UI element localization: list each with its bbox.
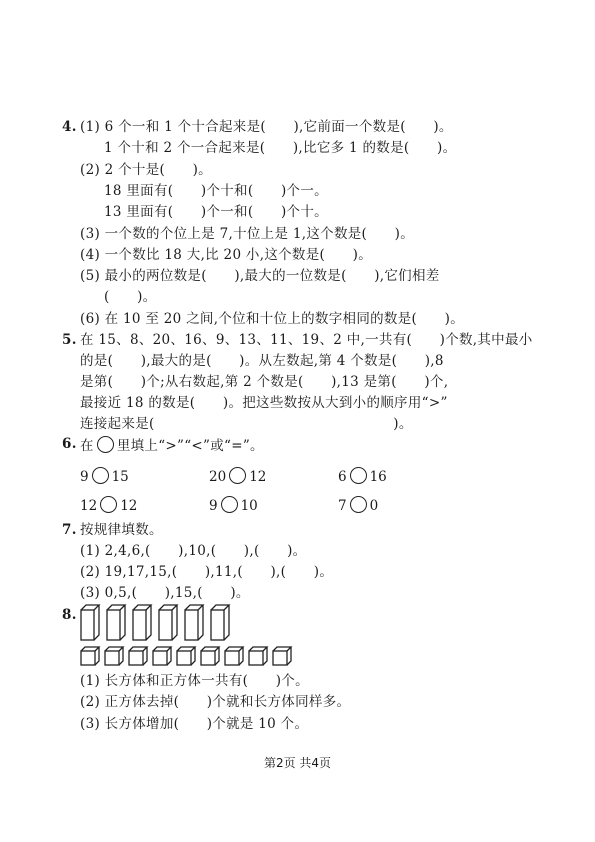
q5-number: 5.: [62, 332, 77, 348]
compare-right: 16: [369, 469, 387, 485]
compare-left: 20: [209, 469, 227, 485]
compare-left: 9: [209, 498, 218, 514]
q8-number: 8.: [62, 607, 77, 623]
q4-line-9: ( )。: [104, 289, 157, 305]
compare-left: 9: [80, 469, 89, 485]
q4-line-3: (2) 2 个十是( )。: [80, 162, 212, 178]
q4-line-4: 18 里面有( )个十和( )个一。: [104, 183, 328, 199]
compare-item-1: [80, 467, 129, 485]
compare-right: 12: [249, 469, 267, 485]
q8-line-3: (3) 长方体增加( )个就是 10 个。: [80, 716, 309, 732]
compare-circle[interactable]: [350, 496, 367, 513]
compare-item-3: [338, 467, 387, 485]
q8-line-2: (2) 正方体去掉( )个就和长方体同样多。: [80, 694, 351, 710]
q6-number: 6.: [62, 436, 77, 452]
blank-circle-icon: [97, 436, 114, 453]
q7-line-2: (2) 19,17,15,( ),11,( ),( )。: [80, 564, 334, 580]
compare-circle[interactable]: [221, 496, 238, 513]
compare-left: 6: [338, 469, 347, 485]
compare-right: 15: [111, 469, 129, 485]
q4-line-5: 13 里面有( )个一和( )个十。: [104, 204, 328, 220]
q4-line-10: (6) 在 10 至 20 之间,个位和十位上的数字相同的数是( )。: [80, 311, 465, 327]
q6-instruction-b: 里填上“>”“<”或“=”。: [116, 438, 264, 454]
compare-left: 12: [80, 498, 98, 514]
compare-item-2: [209, 467, 266, 485]
compare-right: 12: [120, 498, 138, 514]
q6-instruction: [80, 436, 264, 454]
q5-line-2: 的是( ),最大的是( )。从左数起,第 4 个数是( ),8: [80, 353, 444, 369]
compare-left: 7: [338, 498, 347, 514]
q4-line-7: (4) 一个数比 18 大,比 20 小,这个数是( )。: [80, 247, 372, 263]
q7-title: 按规律填数。: [80, 522, 163, 538]
compare-item-6: [338, 496, 378, 514]
cuboid-row-icon: [80, 604, 240, 644]
compare-right: 10: [240, 498, 258, 514]
q4-line-1: (1) 6 个一和 1 个十合起来是( ),它前面一个数是( )。: [80, 119, 453, 135]
compare-item-5: [209, 496, 258, 514]
q4-line-2: 1 个十和 2 个一合起来是( ),比它多 1 的数是( )。: [104, 140, 457, 156]
q5-line-5: 连接起来是( )。: [80, 416, 413, 432]
q5-line-4: 最接近 18 的数是( )。把这些数按从大到小的顺序用“>”: [80, 395, 448, 411]
compare-item-4: [80, 496, 137, 514]
cube-row-icon: [80, 646, 310, 668]
q4-number: 4.: [62, 119, 77, 135]
q4-line-8: (5) 最小的两位数是( ),最大的一位数是( ),它们相差: [80, 268, 440, 284]
compare-right: 0: [369, 498, 379, 514]
q7-number: 7.: [62, 522, 77, 538]
q7-line-1: (1) 2,4,6,( ),10,( ),( )。: [80, 543, 307, 559]
compare-circle[interactable]: [100, 496, 117, 513]
compare-circle[interactable]: [92, 467, 109, 484]
compare-circle[interactable]: [350, 467, 367, 484]
page-footer: 第2页 共4页: [263, 756, 332, 770]
q5-line-1: 在 15、8、20、16、9、13、11、19、2 中,一共有( )个数,其中最小: [80, 332, 533, 348]
q4-line-6: (3) 一个数的个位上是 7,十位上是 1,这个数是( )。: [80, 226, 415, 242]
q6-instruction-a: 在: [80, 438, 94, 454]
q5-line-3: 是第( )个;从右数起,第 2 个数是( ),13 是第( )个,: [80, 374, 449, 390]
q7-line-3: (3) 0,5,( ),15,( )。: [80, 585, 250, 601]
q8-line-1: (1) 长方体和正方体一共有( )个。: [80, 673, 309, 689]
compare-circle[interactable]: [229, 467, 246, 484]
